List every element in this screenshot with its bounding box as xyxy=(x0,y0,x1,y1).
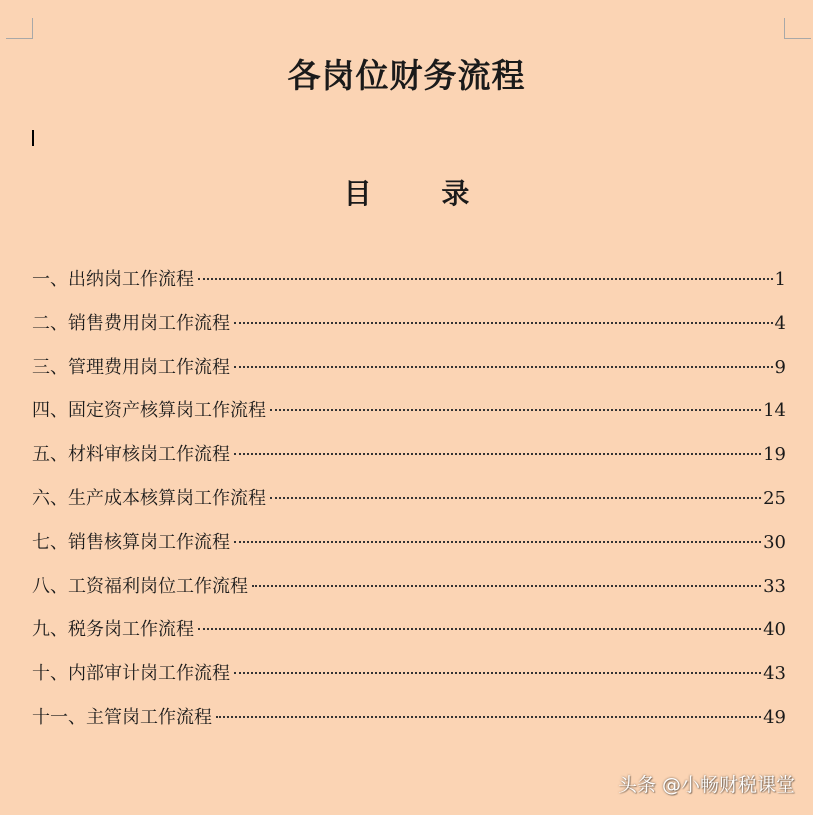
toc-entry-page: 1 xyxy=(774,269,786,290)
toc-entry-label: 七、销售核算岗工作流程 xyxy=(32,531,230,553)
toc-entry-page: 19 xyxy=(763,444,786,466)
table-of-contents xyxy=(32,262,786,744)
toc-entry-label: 一、出纳岗工作流程 xyxy=(32,269,194,290)
toc-leader-dots xyxy=(198,278,773,280)
text-cursor xyxy=(32,130,34,146)
toc-entry-label: 五、材料审核岗工作流程 xyxy=(32,444,230,466)
toc-leader-dots xyxy=(234,672,761,674)
toc-leader-dots xyxy=(234,453,761,455)
toc-entry[interactable] xyxy=(32,525,786,569)
toc-entry-page: 9 xyxy=(774,356,786,378)
toc-heading: 目 录 xyxy=(343,177,500,210)
crop-mark-top-right xyxy=(784,18,811,39)
toc-leader-dots xyxy=(234,366,773,368)
toc-entry-page: 25 xyxy=(763,487,786,509)
toc-entry[interactable] xyxy=(32,612,786,656)
toc-entry-page: 33 xyxy=(763,575,786,597)
toc-entry-label: 十、内部审计岗工作流程 xyxy=(32,663,230,685)
toc-leader-dots xyxy=(270,497,761,499)
toc-entry[interactable] xyxy=(32,350,786,394)
watermark: 头条 @小畅财税课堂 xyxy=(617,774,795,796)
toc-leader-dots xyxy=(234,541,761,543)
toc-entry-label: 三、管理费用岗工作流程 xyxy=(32,356,230,378)
toc-entry-label: 二、销售费用岗工作流程 xyxy=(32,312,230,334)
toc-entry-label: 十一、主管岗工作流程 xyxy=(32,706,212,728)
toc-entry[interactable] xyxy=(32,481,786,525)
crop-mark-top-left xyxy=(6,18,33,39)
toc-leader-dots xyxy=(216,716,761,718)
toc-entry-page: 14 xyxy=(763,400,786,422)
toc-entry-page: 30 xyxy=(763,531,786,553)
toc-leader-dots xyxy=(252,585,761,587)
toc-entry[interactable] xyxy=(32,306,786,350)
toc-entry[interactable] xyxy=(32,569,786,613)
toc-entry-label: 九、税务岗工作流程 xyxy=(32,619,194,641)
toc-entry[interactable] xyxy=(32,700,786,744)
toc-entry[interactable] xyxy=(32,262,786,306)
document-title: 各岗位财务流程 xyxy=(287,56,526,95)
toc-entry-label: 四、固定资产核算岗工作流程 xyxy=(32,400,266,422)
toc-entry-page: 40 xyxy=(763,619,786,641)
toc-entry[interactable] xyxy=(32,656,786,700)
toc-entry-page: 43 xyxy=(763,663,786,685)
toc-entry[interactable] xyxy=(32,437,786,481)
toc-leader-dots xyxy=(270,409,761,411)
toc-entry-page: 4 xyxy=(774,312,786,334)
toc-entry[interactable] xyxy=(32,393,786,437)
toc-entry-page: 49 xyxy=(763,706,786,728)
toc-leader-dots xyxy=(198,628,761,630)
toc-leader-dots xyxy=(234,322,773,324)
toc-entry-label: 八、工资福利岗位工作流程 xyxy=(32,575,248,597)
toc-entry-label: 六、生产成本核算岗工作流程 xyxy=(32,487,266,509)
